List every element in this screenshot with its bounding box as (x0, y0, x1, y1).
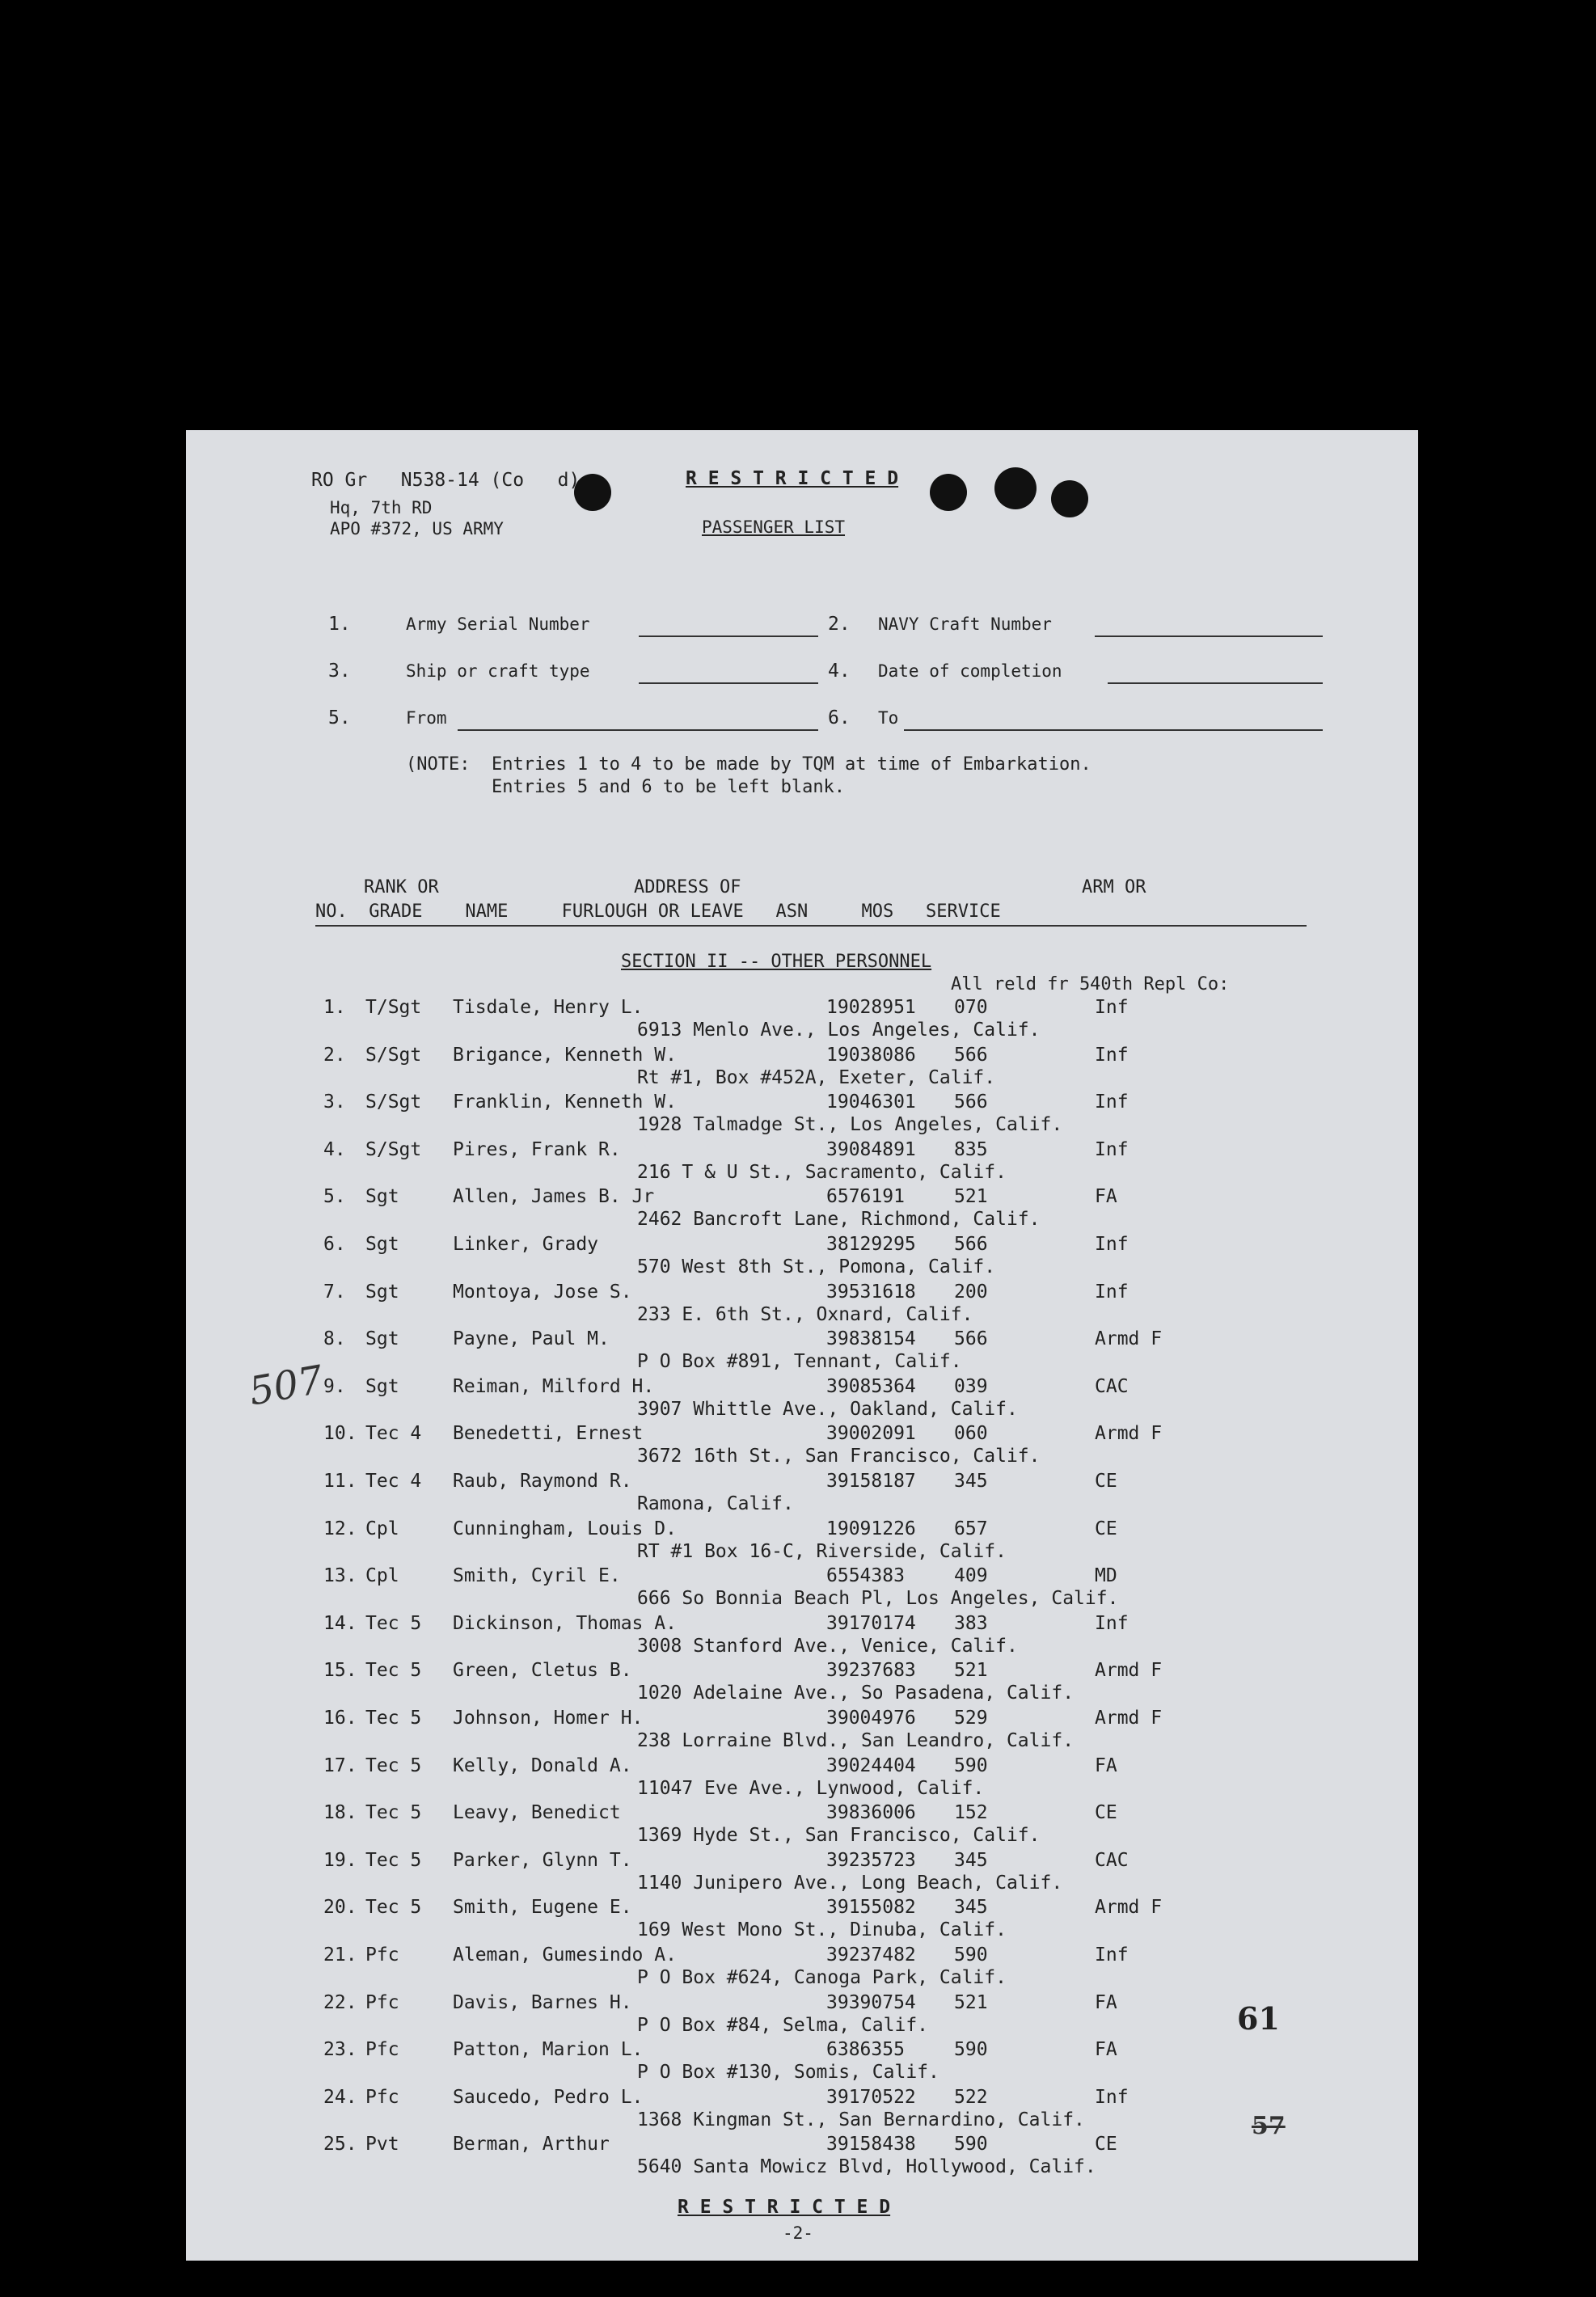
row-name: Green, Cletus B. (453, 1660, 632, 1682)
row-grade: Sgt (365, 1328, 399, 1350)
row-address: 1369 Hyde St., San Francisco, Calif. (637, 1825, 1041, 1847)
row-grade: Pfc (365, 1991, 399, 2013)
row-name: Raub, Raymond R. (453, 1471, 632, 1492)
row-arm-service: Armd F (1095, 1897, 1163, 1919)
form-label-6: To (878, 708, 899, 728)
row-arm-service: Inf (1095, 1234, 1129, 1255)
row-number: 6. (323, 1234, 346, 1255)
row-grade: T/Sgt (365, 997, 422, 1018)
row-asn: 39158187 (826, 1471, 916, 1492)
row-mos: 060 (954, 1423, 988, 1445)
row-arm-service: MD (1095, 1565, 1117, 1587)
row-mos: 345 (954, 1849, 988, 1871)
row-name: Leavy, Benedict (453, 1802, 621, 1824)
row-name: Cunningham, Louis D. (453, 1518, 677, 1539)
row-address: 3907 Whittle Ave., Oakland, Calif. (637, 1398, 1018, 1420)
col-arm-top: ARM OR (1082, 877, 1146, 897)
row-name: Patton, Marion L. (453, 2039, 644, 2061)
row-mos: 383 (954, 1612, 988, 1634)
form-blank-5 (458, 729, 818, 731)
row-mos: 200 (954, 1281, 988, 1303)
row-arm-service: CE (1095, 1802, 1117, 1824)
row-grade: Sgt (365, 1375, 399, 1397)
row-grade: Cpl (365, 1518, 399, 1539)
row-number: 2. (323, 1044, 346, 1066)
form-num-4: 4. (828, 661, 851, 682)
row-arm-service: FA (1095, 1186, 1117, 1208)
row-asn: 39235723 (826, 1849, 916, 1871)
row-address: 238 Lorraine Blvd., San Leandro, Calif. (637, 1730, 1075, 1751)
row-asn: 39170174 (826, 1612, 916, 1634)
row-arm-service: CE (1095, 1471, 1117, 1492)
row-number: 21. (323, 1944, 357, 1966)
row-grade: S/Sgt (365, 1044, 422, 1066)
row-arm-service: Inf (1095, 997, 1129, 1018)
row-address: 6913 Menlo Ave., Los Angeles, Calif. (637, 1020, 1041, 1041)
row-address: 3008 Stanford Ave., Venice, Calif. (637, 1635, 1018, 1657)
row-address: 169 West Mono St., Dinuba, Calif. (637, 1919, 1007, 1941)
row-number: 5. (323, 1186, 346, 1208)
row-name: Kelly, Donald A. (453, 1754, 632, 1776)
classification-top: R E S T R I C T E D (686, 468, 899, 489)
row-arm-service: CE (1095, 1518, 1117, 1539)
page-number: -2- (783, 2223, 813, 2243)
row-mos: 521 (954, 1186, 988, 1208)
row-mos: 529 (954, 1708, 988, 1729)
row-number: 11. (323, 1471, 357, 1492)
row-address: 3672 16th St., San Francisco, Calif. (637, 1446, 1041, 1467)
row-number: 18. (323, 1802, 357, 1824)
row-arm-service: Inf (1095, 1612, 1129, 1634)
row-asn: 39838154 (826, 1328, 916, 1350)
form-label-5: From (406, 708, 447, 728)
row-name: Pires, Frank R. (453, 1138, 621, 1160)
form-num-6: 6. (828, 707, 851, 728)
row-name: Johnson, Homer H. (453, 1708, 644, 1729)
row-name: Brigance, Kenneth W. (453, 1044, 677, 1066)
section-subnote: All reld fr 540th Repl Co: (951, 974, 1230, 994)
form-blank-3 (639, 682, 818, 684)
form-num-5: 5. (328, 707, 351, 728)
row-mos: 345 (954, 1471, 988, 1492)
row-name: Tisdale, Henry L. (453, 997, 644, 1018)
form-label-1: Army Serial Number (406, 614, 590, 634)
row-mos: 070 (954, 997, 988, 1018)
row-address: P O Box #624, Canoga Park, Calif. (637, 1967, 1007, 1988)
row-asn: 19091226 (826, 1518, 916, 1539)
row-address: 11047 Eve Ave., Lynwood, Calif. (637, 1777, 985, 1799)
row-number: 12. (323, 1518, 357, 1539)
row-asn: 39024404 (826, 1754, 916, 1776)
row-mos: 566 (954, 1091, 988, 1113)
row-name: Smith, Eugene E. (453, 1897, 632, 1919)
list-title: PASSENGER LIST (702, 517, 846, 537)
row-address: 1140 Junipero Ave., Long Beach, Calif. (637, 1872, 1063, 1894)
row-name: Berman, Arthur (453, 2134, 610, 2156)
row-number: 15. (323, 1660, 357, 1682)
row-mos: 345 (954, 1897, 988, 1919)
row-grade: Cpl (365, 1565, 399, 1587)
row-grade: Sgt (365, 1186, 399, 1208)
row-name: Aleman, Gumesindo A. (453, 1944, 677, 1966)
header-line-2: Hq, 7th RD (330, 498, 433, 517)
row-address: 233 E. 6th St., Oxnard, Calif. (637, 1303, 973, 1325)
form-blank-1 (639, 635, 818, 637)
form-blank-2 (1095, 635, 1323, 637)
row-arm-service: FA (1095, 1991, 1117, 2013)
row-grade: Sgt (365, 1281, 399, 1303)
row-asn: 39390754 (826, 1991, 916, 2013)
row-arm-service: Inf (1095, 1281, 1129, 1303)
row-asn: 6576191 (826, 1186, 905, 1208)
row-grade: Pvt (365, 2134, 399, 2156)
row-grade: S/Sgt (365, 1091, 422, 1113)
row-arm-service: Inf (1095, 1091, 1129, 1113)
row-number: 1. (323, 997, 346, 1018)
header-line-1: RO Gr N538-14 (Co d) (311, 470, 581, 491)
row-asn: 19028951 (826, 997, 916, 1018)
row-name: Benedetti, Ernest (453, 1423, 644, 1445)
row-arm-service: Armd F (1095, 1423, 1163, 1445)
row-asn: 39085364 (826, 1375, 916, 1397)
row-asn: 39836006 (826, 1802, 916, 1824)
row-asn: 39531618 (826, 1281, 916, 1303)
row-name: Davis, Barnes H. (453, 1991, 632, 2013)
row-asn: 19046301 (826, 1091, 916, 1113)
row-name: Allen, James B. Jr (453, 1186, 655, 1208)
row-number: 22. (323, 1991, 357, 2013)
row-number: 8. (323, 1328, 346, 1350)
row-name: Smith, Cyril E. (453, 1565, 621, 1587)
row-address: 2462 Bancroft Lane, Richmond, Calif. (637, 1209, 1041, 1231)
row-mos: 521 (954, 1660, 988, 1682)
note-line-2: Entries 5 and 6 to be left blank. (406, 777, 846, 797)
row-asn: 6554383 (826, 1565, 905, 1587)
row-arm-service: CAC (1095, 1849, 1129, 1871)
row-arm-service: CAC (1095, 1375, 1129, 1397)
section-title: SECTION II -- OTHER PERSONNEL (621, 952, 932, 972)
row-arm-service: Inf (1095, 1044, 1129, 1066)
row-name: Payne, Paul M. (453, 1328, 610, 1350)
row-address: RT #1 Box 16-C, Riverside, Calif. (637, 1540, 1007, 1562)
row-address: 1020 Adelaine Ave., So Pasadena, Calif. (637, 1683, 1075, 1704)
row-address: 5640 Santa Mowicz Blvd, Hollywood, Calif. (637, 2156, 1096, 2178)
form-num-2: 2. (828, 614, 851, 635)
row-mos: 522 (954, 2086, 988, 2108)
row-grade: Tec 4 (365, 1423, 422, 1445)
page-stamp: 61 (1237, 2000, 1280, 2037)
handwritten-margin-note: 507 (245, 1357, 327, 1415)
row-number: 20. (323, 1897, 357, 1919)
row-asn: 39158438 (826, 2134, 916, 2156)
row-address: 1928 Talmadge St., Los Angeles, Calif. (637, 1114, 1063, 1136)
row-number: 23. (323, 2039, 357, 2061)
row-grade: Tec 5 (365, 1802, 422, 1824)
row-mos: 566 (954, 1234, 988, 1255)
row-name: Franklin, Kenneth W. (453, 1091, 677, 1113)
form-num-3: 3. (328, 661, 351, 682)
row-arm-service: Inf (1095, 1138, 1129, 1160)
header-line-3: APO #372, US ARMY (330, 519, 504, 538)
row-arm-service: Armd F (1095, 1660, 1163, 1682)
row-arm-service: FA (1095, 2039, 1117, 2061)
row-grade: Pfc (365, 1944, 399, 1966)
header-rule (315, 925, 1307, 927)
row-asn: 39237683 (826, 1660, 916, 1682)
form-label-2: NAVY Craft Number (878, 614, 1052, 634)
form-label-4: Date of completion (878, 661, 1062, 681)
row-address: 666 So Bonnia Beach Pl, Los Angeles, Calif. (637, 1588, 1119, 1610)
row-name: Linker, Grady (453, 1234, 599, 1255)
form-blank-6 (904, 729, 1323, 731)
row-number: 7. (323, 1281, 346, 1303)
row-asn: 39002091 (826, 1423, 916, 1445)
row-arm-service: FA (1095, 1754, 1117, 1776)
punch-hole-4 (1051, 480, 1088, 517)
document-page (186, 430, 1418, 2261)
row-number: 24. (323, 2086, 357, 2108)
row-mos: 590 (954, 2134, 988, 2156)
row-mos: 521 (954, 1991, 988, 2013)
row-asn: 39155082 (826, 1897, 916, 1919)
row-grade: Pfc (365, 2039, 399, 2061)
row-grade: Tec 5 (365, 1849, 422, 1871)
row-name: Dickinson, Thomas A. (453, 1612, 677, 1634)
row-asn: 38129295 (826, 1234, 916, 1255)
row-mos: 409 (954, 1565, 988, 1587)
row-asn: 39237482 (826, 1944, 916, 1966)
row-asn: 19038086 (826, 1044, 916, 1066)
row-name: Reiman, Milford H. (453, 1375, 655, 1397)
row-address: Rt #1, Box #452A, Exeter, Calif. (637, 1066, 996, 1088)
row-address: P O Box #84, Selma, Calif. (637, 2014, 929, 2036)
row-asn: 39004976 (826, 1708, 916, 1729)
form-num-1: 1. (328, 614, 351, 635)
row-arm-service: CE (1095, 2134, 1117, 2156)
row-grade: Tec 5 (365, 1612, 422, 1634)
form-label-3: Ship or craft type (406, 661, 590, 681)
row-address: Ramona, Calif. (637, 1493, 794, 1514)
row-mos: 566 (954, 1044, 988, 1066)
row-number: 9. (323, 1375, 346, 1397)
row-number: 14. (323, 1612, 357, 1634)
classification-bottom: R E S T R I C T E D (678, 2197, 891, 2218)
row-mos: 657 (954, 1518, 988, 1539)
row-grade: S/Sgt (365, 1138, 422, 1160)
row-number: 4. (323, 1138, 346, 1160)
row-grade: Sgt (365, 1234, 399, 1255)
row-asn: 39084891 (826, 1138, 916, 1160)
row-name: Parker, Glynn T. (453, 1849, 632, 1871)
row-name: Montoya, Jose S. (453, 1281, 632, 1303)
row-number: 10. (323, 1423, 357, 1445)
row-mos: 039 (954, 1375, 988, 1397)
col-headers: NO. GRADE NAME FURLOUGH OR LEAVE ASN MOS SERVICE (315, 901, 1001, 922)
row-arm-service: Armd F (1095, 1708, 1163, 1729)
row-address: 1368 Kingman St., San Bernardino, Calif. (637, 2109, 1085, 2130)
row-number: 3. (323, 1091, 346, 1113)
struck-page-number: 57 (1252, 2112, 1286, 2140)
row-grade: Tec 4 (365, 1471, 422, 1492)
row-number: 16. (323, 1708, 357, 1729)
row-grade: Tec 5 (365, 1897, 422, 1919)
row-mos: 835 (954, 1138, 988, 1160)
row-grade: Pfc (365, 2086, 399, 2108)
form-blank-4 (1108, 682, 1323, 684)
row-arm-service: Inf (1095, 2086, 1129, 2108)
punch-hole-2 (930, 474, 967, 511)
col-address-top: ADDRESS OF (634, 877, 741, 897)
row-number: 13. (323, 1565, 357, 1587)
row-mos: 566 (954, 1328, 988, 1350)
row-arm-service: Inf (1095, 1944, 1129, 1966)
row-address: P O Box #891, Tennant, Calif. (637, 1351, 962, 1373)
row-grade: Tec 5 (365, 1754, 422, 1776)
col-rank-top: RANK OR (364, 877, 439, 897)
note-line-1: (NOTE: Entries 1 to 4 to be made by TQM at time of Embarkation. (406, 754, 1091, 775)
row-asn: 39170522 (826, 2086, 916, 2108)
row-mos: 590 (954, 1754, 988, 1776)
row-grade: Tec 5 (365, 1660, 422, 1682)
row-number: 19. (323, 1849, 357, 1871)
row-number: 25. (323, 2134, 357, 2156)
row-grade: Tec 5 (365, 1708, 422, 1729)
row-address: 570 West 8th St., Pomona, Calif. (637, 1256, 996, 1277)
row-mos: 590 (954, 1944, 988, 1966)
row-address: 216 T & U St., Sacramento, Calif. (637, 1161, 1007, 1183)
row-asn: 6386355 (826, 2039, 905, 2061)
row-name: Saucedo, Pedro L. (453, 2086, 644, 2108)
row-address: P O Box #130, Somis, Calif. (637, 2062, 939, 2084)
punch-hole-3 (994, 467, 1037, 509)
row-mos: 152 (954, 1802, 988, 1824)
row-number: 17. (323, 1754, 357, 1776)
row-mos: 590 (954, 2039, 988, 2061)
row-arm-service: Armd F (1095, 1328, 1163, 1350)
